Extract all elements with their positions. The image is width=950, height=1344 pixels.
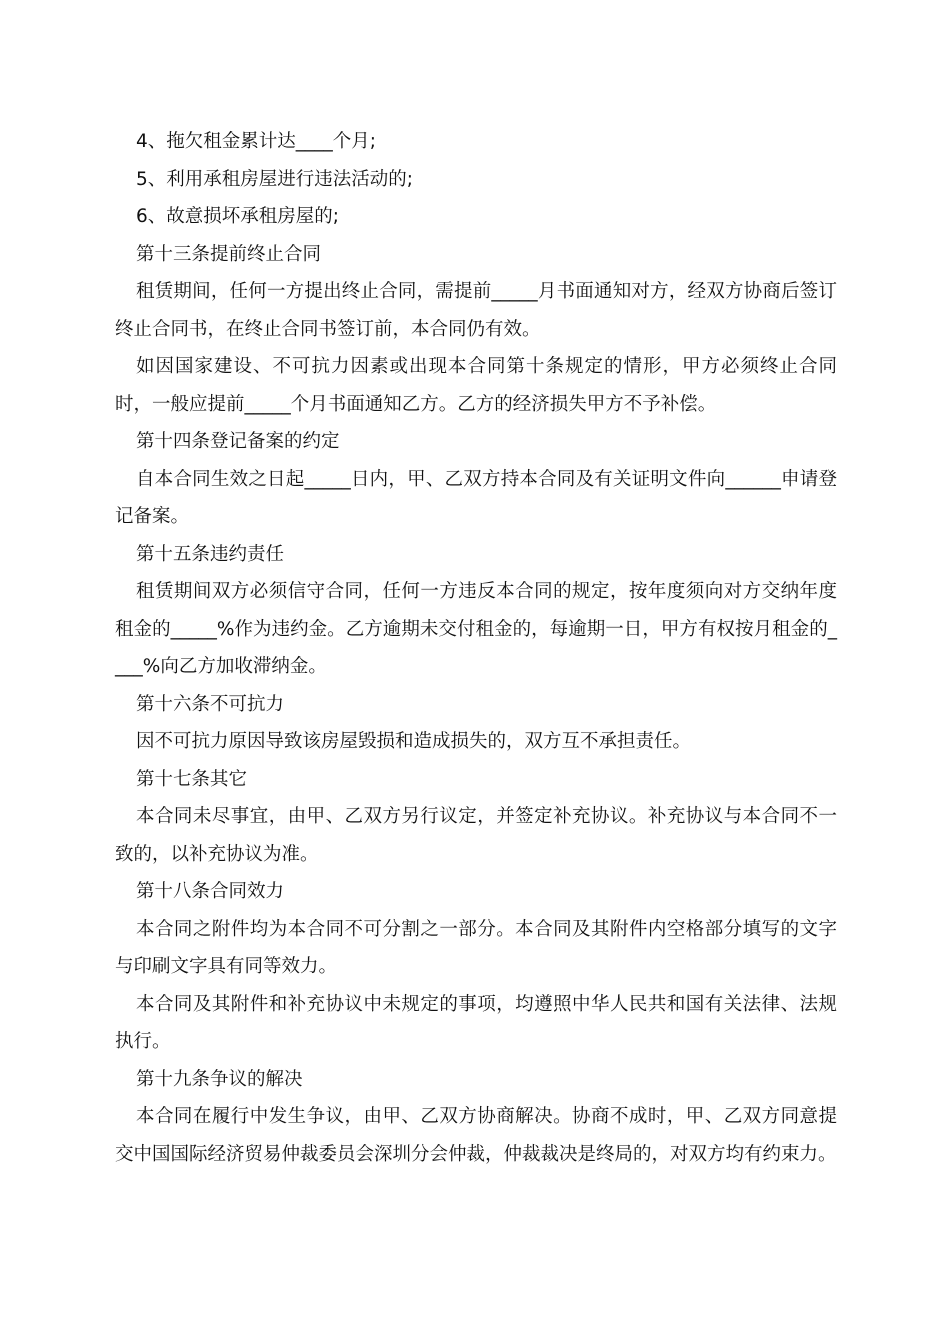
article-17-heading: 第十七条其它	[136, 768, 248, 790]
article-15-heading: 第十五条违约责任	[136, 543, 285, 565]
list-item-6: 6、故意损坏承租房屋的;	[136, 206, 340, 227]
article-18-paragraph-1: 本合同之附件均为本合同不可分割之一部分。本合同及其附件内空格部分填写的文字与印刷文字具有同等效力。	[115, 918, 837, 977]
article-18-heading: 第十八条合同效力	[136, 881, 285, 902]
article-18-paragraph-2: 本合同及其附件和补充协议中未规定的事项，均遵照中华人民共和国有关法律、法规执行。	[115, 993, 837, 1052]
article-19-paragraph: 本合同在履行中发生争议，由甲、乙双方协商解决。协商不成时，甲、乙双方同意提交中国国际经济贸易仲裁委员会深圳分会仲裁，仲裁裁决是终局的，对双方均有约束力。	[115, 1106, 837, 1165]
article-19-heading: 第十九条争议的解决	[136, 1068, 303, 1090]
document-body	[115, 123, 837, 1173]
article-13-paragraph-2: 如因国家建设、不可抗力因素或出现本合同第十条规定的情形，甲方必须终止合同时，一般应提前_____个月书面通知乙方。乙方的经济损失甲方不予补偿。	[115, 356, 837, 415]
list-item-4: 4、拖欠租金累计达____个月;	[136, 131, 377, 152]
article-13-paragraph-1: 租赁期间，任何一方提出终止合同，需提前_____月书面通知对方，经双方协商后签订终止合同书，在终止合同书签订前，本合同仍有效。	[115, 281, 837, 340]
article-16-heading: 第十六条不可抗力	[136, 693, 285, 715]
article-16-paragraph: 因不可抗力原因导致该房屋毁损和造成损失的，双方互不承担责任。	[136, 731, 692, 752]
article-15-paragraph: 租赁期间双方必须信守合同，任何一方违反本合同的规定，按年度须向对方交纳年度租金的_____%作为违约金。乙方逾期未交付租金的，每逾期一日，甲方有权按月租金的____%向乙方加收滞纳金。	[115, 581, 837, 677]
list-item-5: 5、利用承租房屋进行违法活动的;	[136, 168, 414, 190]
article-13-heading: 第十三条提前终止合同	[136, 243, 322, 265]
article-17-paragraph: 本合同未尽事宜，由甲、乙双方另行议定，并签定补充协议。补充协议与本合同不一致的，以补充协议为准。	[115, 806, 837, 865]
article-14-paragraph: 自本合同生效之日起_____日内，甲、乙双方持本合同及有关证明文件向______申请登记备案。	[115, 468, 837, 527]
article-14-heading: 第十四条登记备案的约定	[136, 431, 340, 452]
